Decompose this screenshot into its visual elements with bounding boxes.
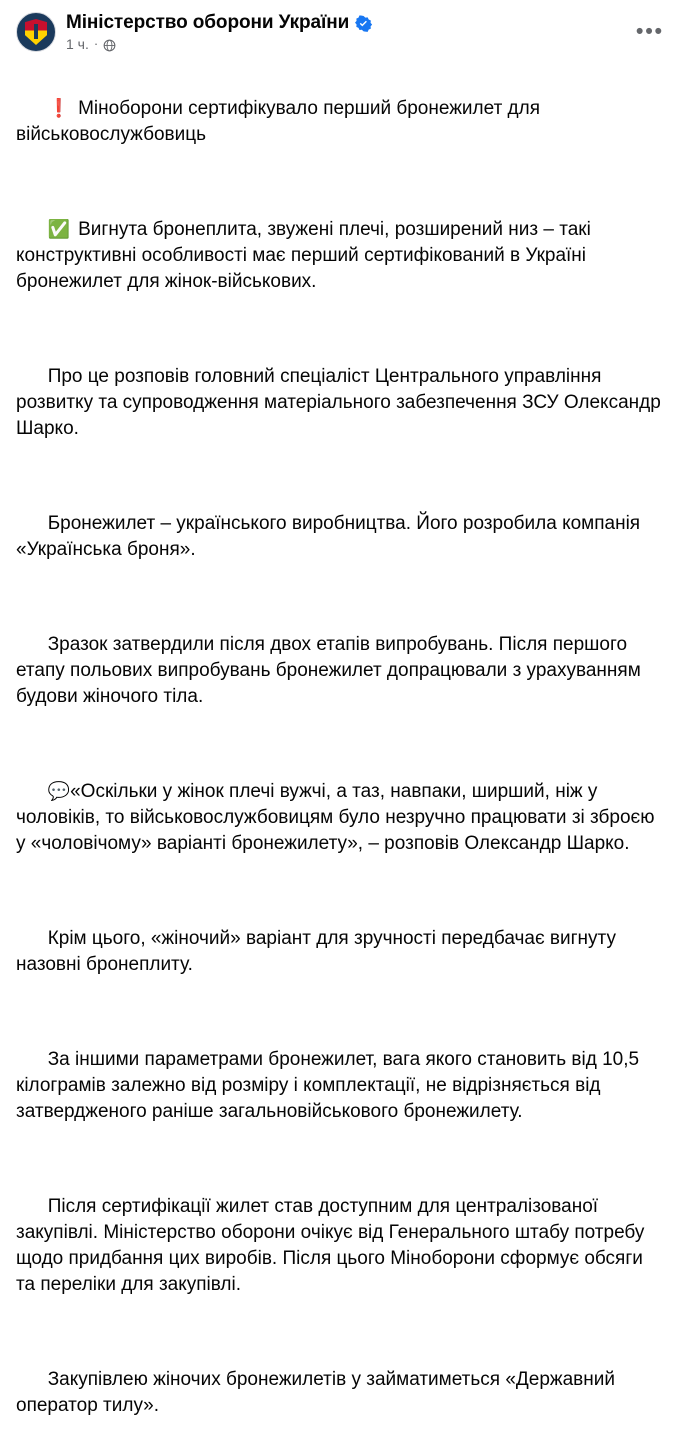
post-paragraph-text: Бронежилет – українського виробництва. Його розробила компанія «Українська броня». [16,513,646,560]
post-paragraph [16,485,666,589]
post-paragraph-text: Після сертифікації жилет став доступним для централізованої закупівлі. Міністерство оборони очікує від Генерального штабу потребу щодо придбання цих виробів. Після цього Міноборони сформує обсяги та переліки для закупівлі. [16,1196,650,1295]
post-header-text [66,12,666,52]
post-paragraph [16,900,666,1004]
post-paragraph [16,338,666,468]
post-paragraph-text: Зразок затвердили після двох етапів випробувань. Після першого етапу польових випробувань бронежилет допрацювали з урахуванням будови жіночого тіла. [16,634,647,707]
avatar[interactable] [16,12,56,52]
post-paragraph-text: Закупівлею жіночих бронежилетів у займатиметься «Державний оператор тилу». [16,1369,621,1416]
post-timestamp[interactable]: 1 ч. [66,36,89,52]
meta-separator: · [93,36,99,51]
more-options-icon: ••• [635,20,665,43]
post-paragraph [16,1341,666,1445]
page-name-row [66,13,666,33]
globe-icon [103,39,116,52]
post-paragraph-text: За іншими параметрами бронежилет, вага якого становить від 10,5 кілограмів залежно від розміру і комплектації, не відрізняється від затвердженого раніше загальновійськового бронежилету. [16,1049,645,1122]
post-options-button[interactable] [634,16,666,48]
post-meta [66,36,666,52]
post-paragraph [16,606,666,736]
post-paragraph [16,1168,666,1324]
post-paragraph [16,753,666,883]
speech-balloon-emoji: 💬 [47,781,71,802]
post-header [16,12,666,56]
post-message [16,56,666,1445]
post-paragraph [16,1021,666,1151]
page-name[interactable]: Міністерство оборони України [66,12,350,33]
post-paragraph-text: Вигнута бронеплита, звужені плечі, розширений низ – такі конструктивні особливості має перший сертифікований в Україні бронежилет для жінок-військових. [16,219,597,292]
post-paragraph-text: Міноборони сертифікувало перший бронежилет для військовослужбовиць [16,98,546,145]
post-paragraph-text: Крім цього, «жіночий» варіант для зручності передбачає вигнуту назовні бронеплиту. [16,928,622,975]
post-paragraph [16,191,666,321]
post-paragraph [16,70,666,174]
exclamation-emoji: ❗ [47,98,71,119]
post-paragraph-text: Про це розповів головний спеціаліст Центрального управління розвитку та супроводження матеріального забезпечення ЗСУ Олександр Шарко. [16,366,667,439]
post-paragraph-text: «Оскільки у жінок плечі вужчі, а таз, навпаки, ширший, ніж у чоловіків, то військовослужбовицям було незручно працювати зі зброєю у «чоловічому» варіанті бронежилету», – розповів Олександр Шарко. [16,781,660,854]
emblem-icon [25,19,47,45]
check-mark-emoji: ✅ [47,219,71,240]
verified-badge-icon [355,15,372,32]
